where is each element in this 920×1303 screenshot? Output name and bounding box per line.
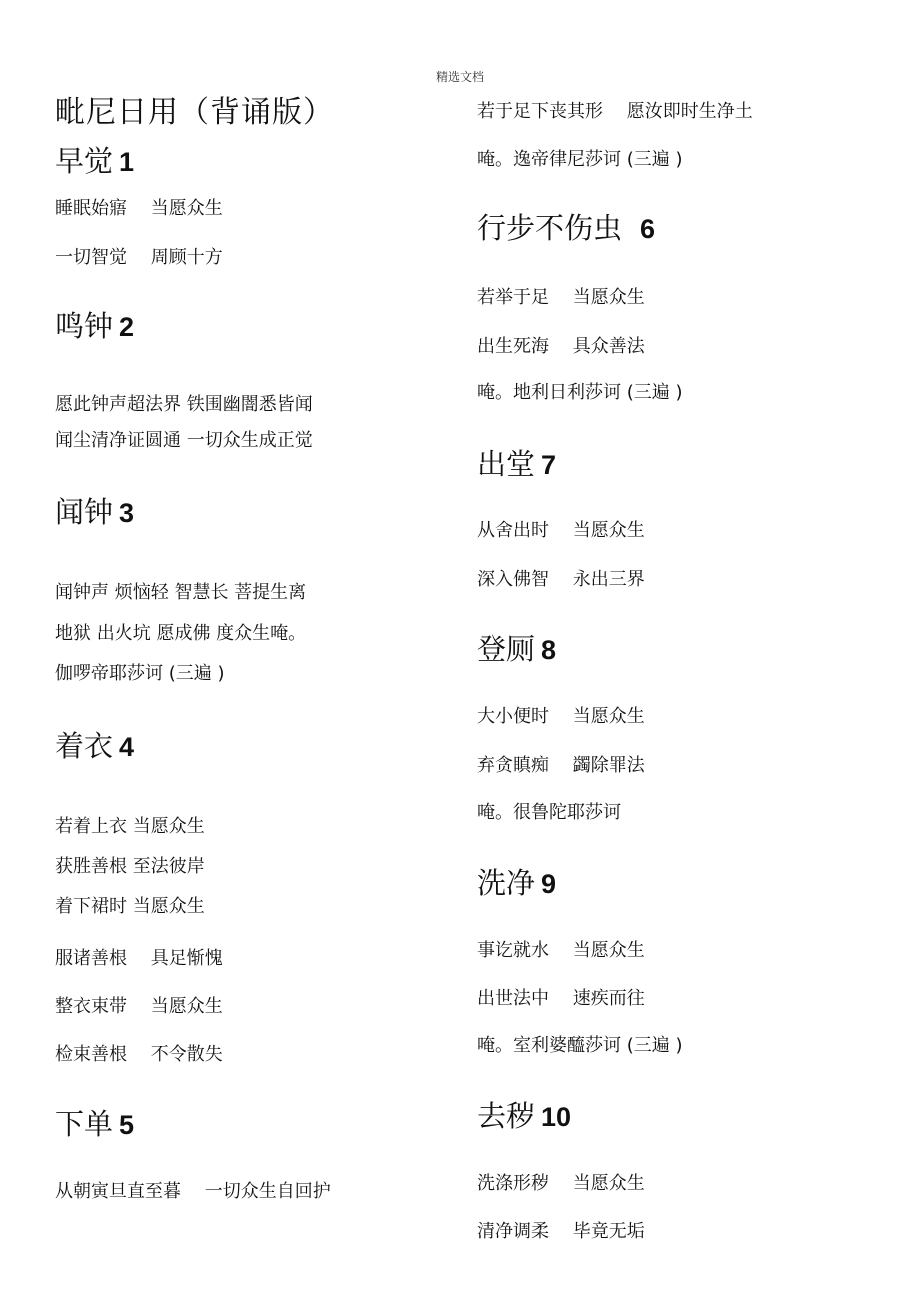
verse-line: 整衣束带 当愿众生	[55, 996, 223, 1017]
section-number: 10	[541, 1102, 572, 1132]
verse-line: 愿此钟声超法界 铁围幽闇悉皆闻	[55, 394, 313, 415]
section-number: 6	[640, 214, 656, 244]
verse-line: 服诸善根 具足惭愧	[55, 948, 223, 969]
verse-line: 从舍出时 当愿众生	[477, 520, 645, 541]
verse-line: 若着上衣 当愿众生	[55, 816, 205, 837]
section-number: 8	[541, 635, 557, 665]
verse-line: 唵。逸帝律尼莎诃 (三遍 )	[477, 149, 683, 170]
section-heading	[477, 632, 556, 667]
verse-line: 获胜善根 至法彼岸	[55, 856, 205, 877]
section-title: 行步不伤虫	[477, 211, 623, 245]
verse-line: 弃贪瞋痴 蠲除罪法	[477, 755, 645, 776]
section-heading	[55, 1107, 134, 1142]
document-title: 毗尼日用（背诵版）	[55, 95, 334, 130]
verse-line: 伽啰帝耶莎诃 (三遍 )	[55, 663, 225, 684]
section-heading	[55, 144, 134, 179]
section-number: 5	[119, 1110, 135, 1140]
section-heading	[55, 495, 134, 530]
section-title: 闻钟	[55, 495, 114, 529]
section-title: 着衣	[55, 729, 114, 763]
verse-line: 一切智觉 周顾十方	[55, 247, 223, 268]
section-heading	[55, 309, 134, 344]
section-heading	[477, 866, 556, 901]
section-number: 1	[119, 147, 135, 177]
verse-line: 闻尘清净证圆通 一切众生成正觉	[55, 430, 313, 451]
section-title: 早觉	[55, 144, 114, 178]
verse-line: 事讫就水 当愿众生	[477, 940, 645, 961]
verse-line: 唵。室利婆醯莎诃 (三遍 )	[477, 1035, 683, 1056]
section-title: 鸣钟	[55, 309, 114, 343]
verse-line: 出世法中 速疾而往	[477, 988, 645, 1009]
section-number: 2	[119, 312, 135, 342]
section-heading	[477, 1099, 571, 1134]
section-title: 登厕	[477, 632, 536, 666]
section-heading	[477, 211, 655, 246]
verse-line: 大小便时 当愿众生	[477, 706, 645, 727]
section-heading	[477, 447, 556, 482]
section-title: 出堂	[477, 447, 536, 481]
verse-line: 闻钟声 烦恼轻 智慧长 菩提生离	[55, 582, 307, 603]
section-number: 9	[541, 869, 557, 899]
verse-line: 深入佛智 永出三界	[477, 569, 645, 590]
section-title: 去秽	[477, 1099, 536, 1133]
page-header: 精选文档	[435, 70, 484, 84]
verse-line: 洗涤形秽 当愿众生	[477, 1173, 645, 1194]
section-number: 3	[119, 498, 135, 528]
verse-line: 唵。很鲁陀耶莎诃	[477, 802, 621, 823]
section-heading	[55, 729, 134, 764]
verse-line: 地狱 出火坑 愿成佛 度众生唵。	[55, 623, 307, 644]
verse-line: 睡眠始寤 当愿众生	[55, 198, 223, 219]
verse-line: 着下裙时 当愿众生	[55, 896, 205, 917]
verse-line: 从朝寅旦直至暮 一切众生自回护	[55, 1181, 331, 1202]
verse-line: 清净调柔 毕竟无垢	[477, 1221, 645, 1242]
verse-line: 若于足下丧其形 愿汝即时生净土	[477, 101, 753, 122]
verse-line: 若举于足 当愿众生	[477, 287, 645, 308]
verse-line: 检束善根 不令散失	[55, 1044, 223, 1065]
section-number: 7	[541, 450, 557, 480]
verse-line: 出生死海 具众善法	[477, 336, 645, 357]
verse-line: 唵。地利日利莎诃 (三遍 )	[477, 382, 683, 403]
section-title: 洗净	[477, 866, 536, 900]
section-number: 4	[119, 732, 135, 762]
section-title: 下单	[55, 1107, 114, 1141]
